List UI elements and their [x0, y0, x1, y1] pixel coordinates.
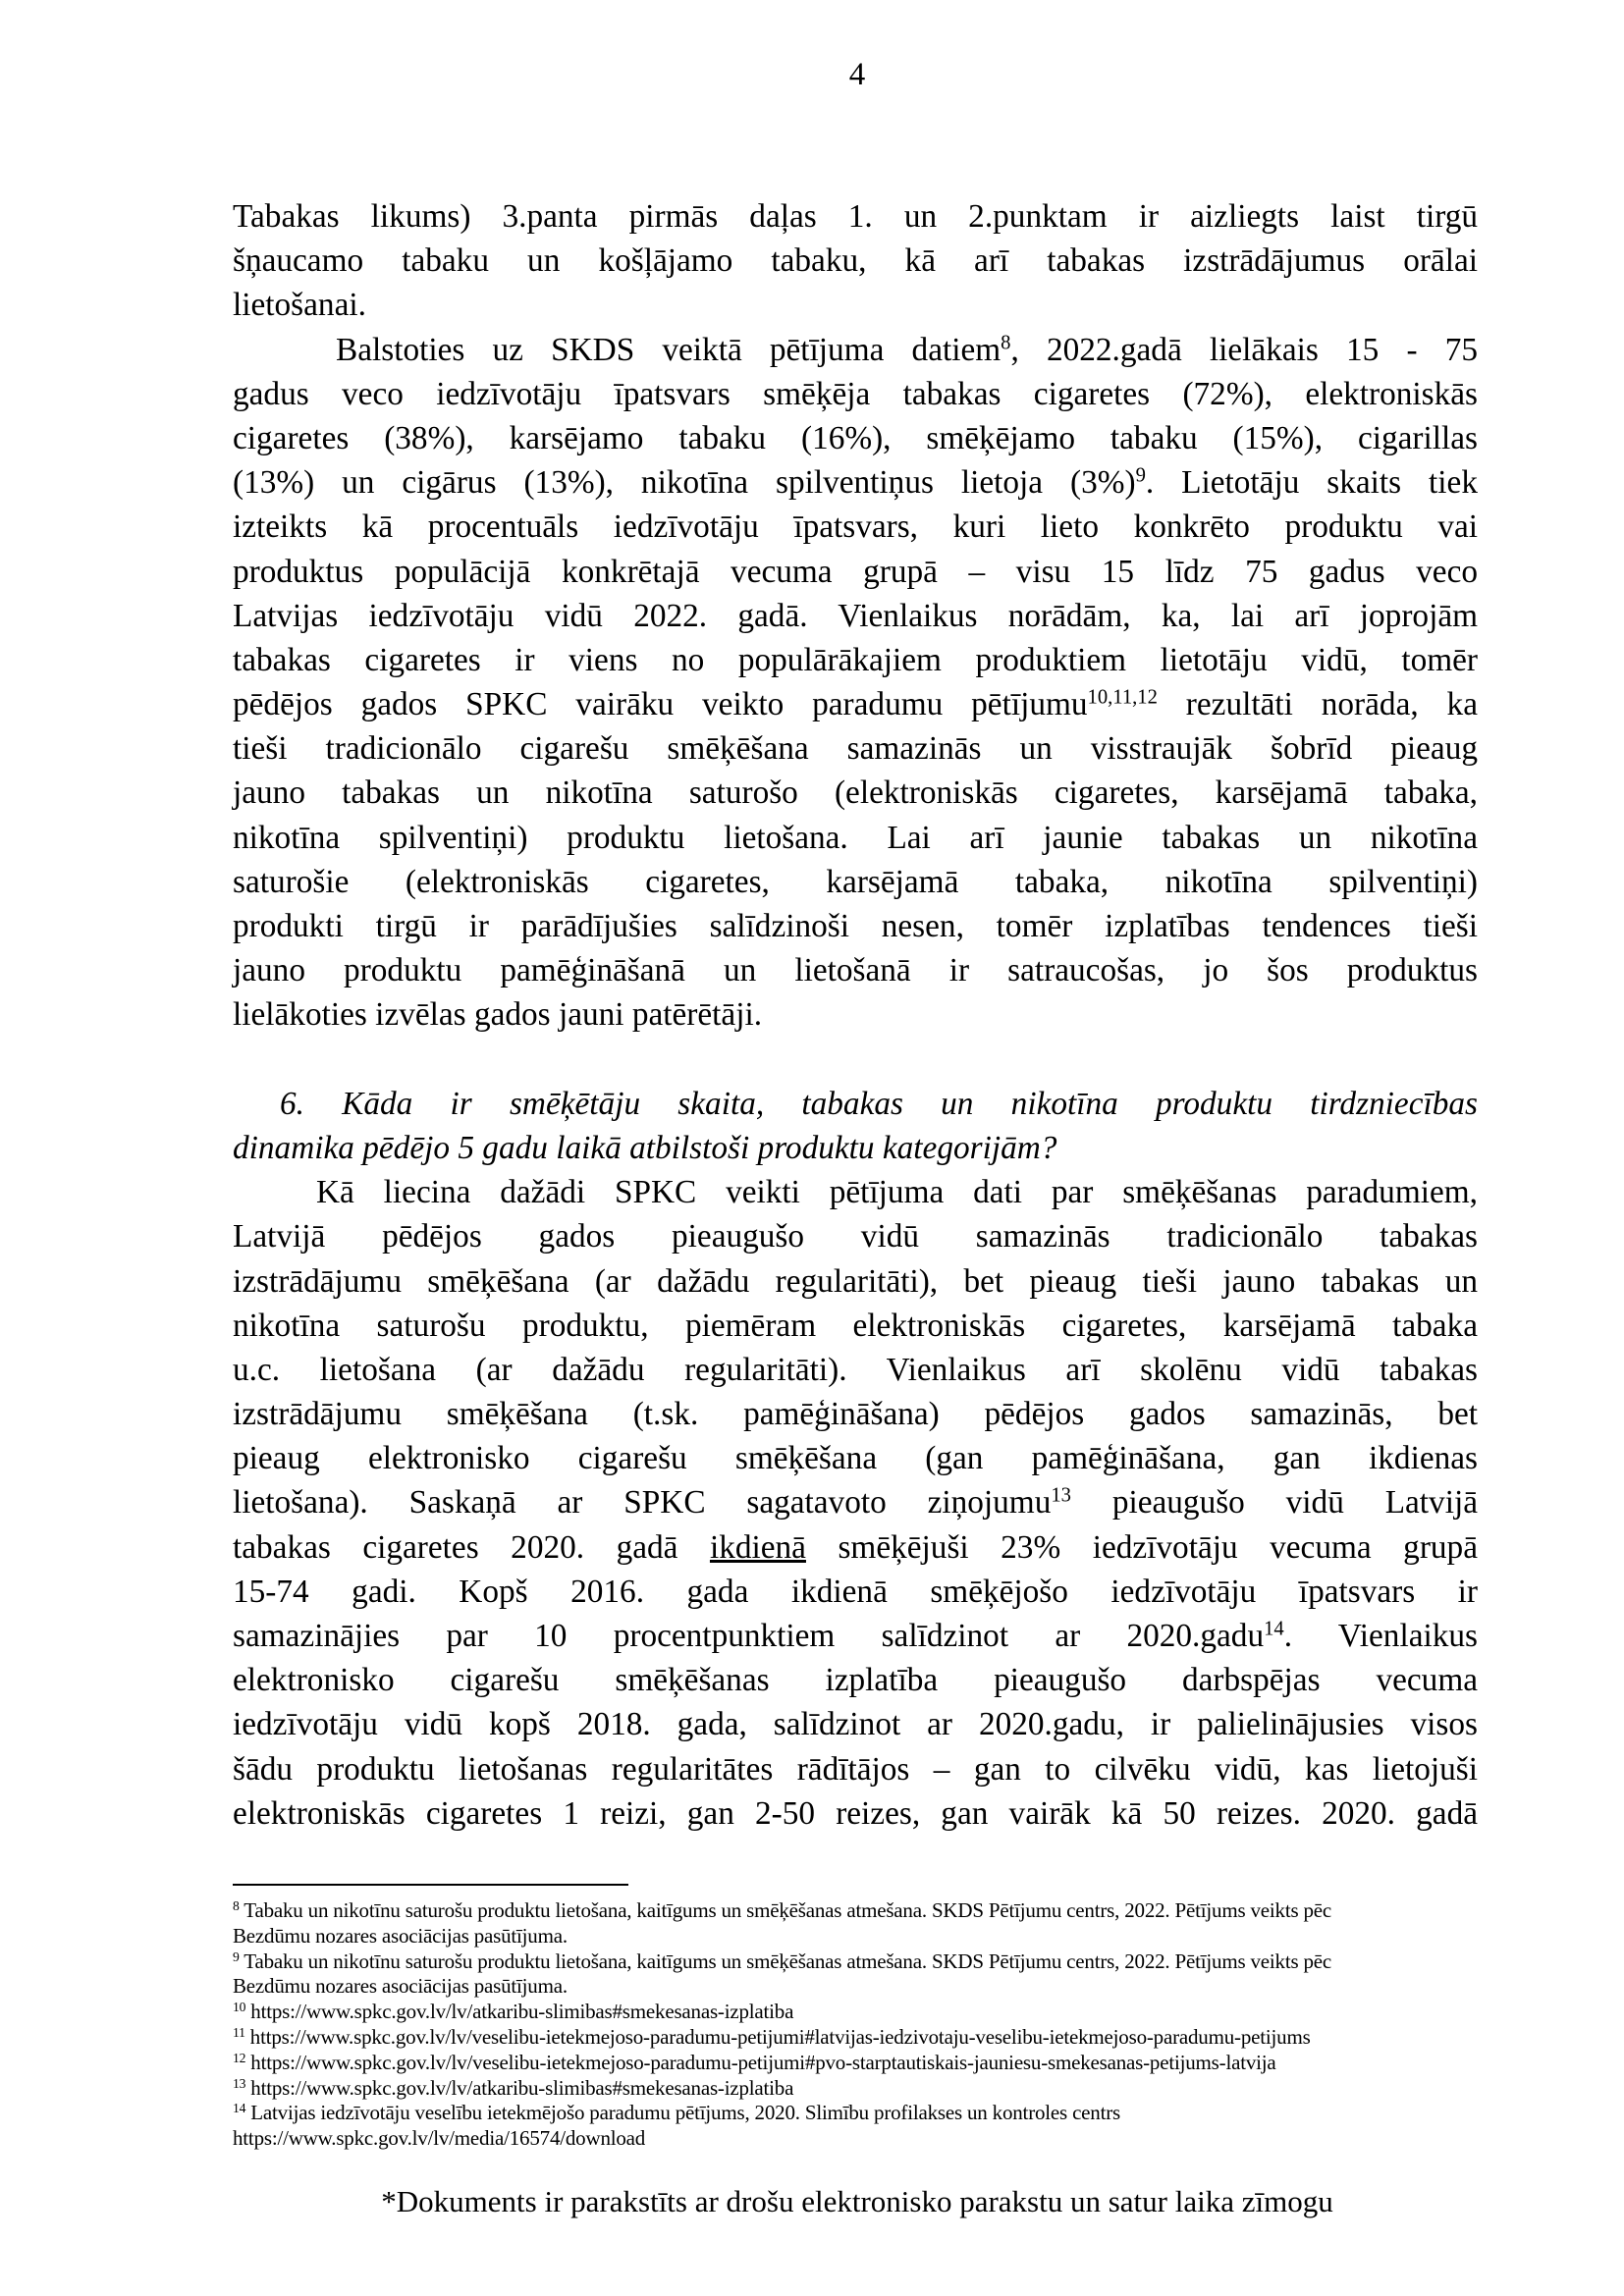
text-line — [233, 505, 1478, 549]
text-line — [233, 816, 1478, 860]
footnote-line — [233, 2101, 1478, 2126]
text-run: samazinājies par 10 procentpunktiem salīdzinot ar 2020.gadu — [233, 1618, 1265, 1654]
text-line — [233, 1038, 1478, 1082]
text-run: iedzīvotāju vidū kopš 2018. gada, salīdzinot ar 2020.gadu, ir palielinājusies visos — [233, 1706, 1478, 1743]
footnote-separator — [233, 1884, 628, 1886]
footnote-reference: 9 — [233, 1949, 240, 1964]
text-line — [233, 1392, 1478, 1436]
text-run: pieaug elektronisko cigarešu smēķēšana (gan pamēģināšana, gan ikdienas — [233, 1440, 1478, 1477]
text-line — [233, 726, 1478, 771]
text-run: Tabakas likums) 3.panta pirmās daļas 1. un 2.punktam ir aizliegts laist tirgū — [233, 198, 1478, 235]
footnote-line — [233, 2025, 1478, 2051]
text-line — [233, 1214, 1478, 1258]
signature-note: *Dokuments ir parakstīts ar drošu elektronisko parakstu un satur laika zīmogu — [381, 2184, 1333, 2218]
text-line — [233, 1525, 1478, 1570]
text-run: cigaretes (38%), karsējamo tabaku (16%), smēķējamo tabaku (15%), cigarillas — [233, 419, 1478, 456]
text-line — [233, 550, 1478, 594]
page-number: 4 — [848, 57, 866, 92]
text-line — [233, 372, 1478, 416]
text-run: lietošanai. — [233, 287, 366, 324]
text-run: 15-74 gadi. Kopš 2016. gada ikdienā smēķējošo iedzīvotāju īpatsvars ir — [233, 1573, 1478, 1610]
footnote-reference: 9 — [1135, 464, 1146, 487]
text-line — [233, 1259, 1478, 1304]
text-run: jauno produktu pamēģināšanā un lietošanā ir satraucošas, jo šos produktus — [233, 952, 1478, 989]
text-line — [233, 194, 1478, 239]
text-run: https://www.spkc.gov.lv/lv/atkaribu-slimibas#smekesanas-izplatiba — [245, 2000, 794, 2024]
text-line — [233, 860, 1478, 904]
text-line — [233, 239, 1478, 283]
text-line — [233, 1082, 1478, 1126]
text-line — [233, 1126, 1478, 1170]
text-run: u.c. lietošana (ar dažādu regularitāti). Vienlaikus arī skolēnu vidū tabakas — [233, 1351, 1478, 1388]
footnote-reference: 14 — [1264, 1618, 1284, 1640]
footnote-line — [233, 1949, 1478, 1975]
text-run: nikotīna spilventiņi) produktu lietošana. Lai arī jaunie tabakas un nikotīna — [233, 819, 1478, 856]
text-run: Latvijā pēdējos gados pieaugušo vidū samazinās tradicionālo tabakas — [233, 1218, 1478, 1255]
text-run: nikotīna saturošu produktu, piemēram elektroniskās cigaretes, karsējamā tabaka — [233, 1307, 1478, 1344]
text-run: smēķējuši 23% iedzīvotāju vecuma grupā — [805, 1528, 1478, 1566]
text-run: lielākoties izvēlas gados jauni patērētāji. — [233, 996, 763, 1034]
text-run: šņaucamo tabaku un košļājamo tabaku, kā arī tabakas izstrādājumus orālai — [233, 242, 1478, 280]
text-run: https://www.spkc.gov.lv/lv/veselibu-ietekmejoso-paradumu-petijumi#pvo-starptautiskais-jauniesu-smekesanas-petijums-latvija — [245, 2050, 1276, 2074]
footnote-line — [233, 1898, 1478, 1924]
text-run: https://www.spkc.gov.lv/lv/media/16574/download — [233, 2126, 646, 2151]
text-line — [233, 1304, 1478, 1348]
text-line — [233, 1170, 1478, 1214]
text-run: jauno tabakas un nikotīna saturošo (elektroniskās cigaretes, karsējamā tabaka, — [233, 774, 1478, 812]
footnote-reference: 14 — [233, 2101, 246, 2116]
text-line — [233, 460, 1478, 505]
text-line — [233, 771, 1478, 815]
text-run: 6. Kāda ir smēķētāju skaita, tabakas un nikotīna produktu tirdzniecības — [280, 1085, 1478, 1122]
footnotes — [233, 1898, 1478, 2152]
text-line — [233, 416, 1478, 460]
text-run: izteikts kā procentuāls iedzīvotāju īpatsvars, kuri lieto konkrēto produktu vai — [233, 508, 1478, 546]
footnote-reference: 12 — [233, 2050, 246, 2065]
text-run: elektronisko cigarešu smēķēšanas izplatība pieaugušo darbspējas vecuma — [233, 1662, 1478, 1699]
footnote-line — [233, 2126, 1478, 2152]
footnote-reference: 8 — [233, 1898, 240, 1914]
body-text — [233, 194, 1478, 1836]
text-line — [233, 328, 1478, 372]
footnote-reference: 10 — [233, 2000, 246, 2015]
text-run: . Vienlaikus — [1283, 1618, 1478, 1654]
footnote-line — [233, 2051, 1478, 2076]
text-line — [233, 992, 1478, 1037]
footnote-line — [233, 2000, 1478, 2025]
text-run: rezultāti norāda, ka — [1157, 686, 1478, 723]
footnote-reference: 8 — [1001, 332, 1011, 354]
footnote-line — [233, 2076, 1478, 2102]
text-run: elektroniskās cigaretes 1 reizi, gan 2-50 reizes, gan vairāk kā 50 reizes. 2020. gadā — [233, 1794, 1478, 1832]
text-line — [233, 682, 1478, 726]
text-run: dinamika pēdējo 5 gadu laikā atbilstoši produktu kategorijām? — [233, 1129, 1057, 1166]
text-line — [233, 1480, 1478, 1524]
text-run: https://www.spkc.gov.lv/lv/veselibu-ietekmejoso-paradumu-petijumi#latvijas-iedzivotaju-veselibu-ietekmejoso-paradumu-petijums — [244, 2024, 1311, 2049]
footnote-reference: 13 — [1051, 1485, 1071, 1508]
text-run: Balstoties uz SKDS veiktā pētījuma datiem — [336, 331, 1001, 368]
underlined-text: ikdienā — [709, 1528, 806, 1566]
text-line — [233, 1348, 1478, 1392]
text-run: , 2022.gadā lielākais 15 - 75 — [1010, 331, 1478, 368]
text-line — [233, 1791, 1478, 1836]
text-run: https://www.spkc.gov.lv/lv/atkaribu-slimibas#smekesanas-izplatiba — [245, 2075, 794, 2100]
text-line — [233, 1658, 1478, 1702]
text-run: produktus populācijā konkrētajā vecuma grupā – visu 15 līdz 75 gadus veco — [233, 553, 1478, 590]
footnote-line — [233, 1974, 1478, 2000]
text-run: (13%) un cigārus (13%), nikotīna spilventiņus lietoja (3%) — [233, 464, 1136, 502]
text-line — [233, 1702, 1478, 1746]
footnote-reference: 13 — [233, 2075, 246, 2091]
text-run: Bezdūmu nozares asociācijas pasūtījuma. — [233, 1974, 568, 1999]
text-run: saturošie (elektroniskās cigaretes, karsējamā tabaka, nikotīna spilventiņi) — [233, 863, 1478, 900]
text-run: gadus veco iedzīvotāju īpatsvars smēķēja tabakas cigaretes (72%), elektroniskās — [233, 375, 1478, 412]
footnote-reference: 10,11,12 — [1087, 686, 1158, 709]
text-line — [233, 594, 1478, 638]
text-line — [233, 948, 1478, 992]
footnote-line — [233, 1924, 1478, 1949]
text-run: Tabaku un nikotīnu saturošu produktu lietošana, kaitīgums un smēķēšanas atmešana. SKDS Pētījumu centrs, 2022. Pētījums veikts pēc — [239, 1898, 1332, 1922]
text-run: izstrādājumu smēķēšana (t.sk. pamēģināšana) pēdējos gados samazinās, bet — [233, 1396, 1478, 1433]
text-run: tabakas cigaretes 2020. gadā — [233, 1528, 710, 1566]
text-run: tieši tradicionālo cigarešu smēķēšana samazinās un visstraujāk šobrīd pieaug — [233, 730, 1478, 768]
text-run: izstrādājumu smēķēšana (ar dažādu regularitāti), bet pieaug tieši jauno tabakas un — [233, 1262, 1478, 1300]
text-run: Latvijas iedzīvotāju vidū 2022. gadā. Vienlaikus norādām, ka, lai arī joprojām — [233, 597, 1478, 634]
text-run: Tabaku un nikotīnu saturošu produktu lietošana, kaitīgums un smēķēšanas atmešana. SKDS Pētījumu centrs, 2022. Pētījums veikts pēc — [239, 1949, 1332, 1973]
text-run: pieaugušo vidū Latvijā — [1070, 1484, 1478, 1522]
text-run: produkti tirgū ir parādījušies salīdzinoši nesen, tomēr izplatības tendences tieši — [233, 908, 1478, 944]
text-line — [233, 1747, 1478, 1791]
text-run: Bezdūmu nozares asociācijas pasūtījuma. — [233, 1923, 568, 1948]
text-run: šādu produktu lietošanas regularitātes rādītājos – gan to cilvēku vidū, kas lietojuši — [233, 1750, 1478, 1788]
text-run: Latvijas iedzīvotāju veselību ietekmējošo paradumu pētījums, 2020. Slimību profilakses un kontroles centrs — [245, 2101, 1121, 2125]
text-line — [233, 638, 1478, 682]
text-run: pēdējos gados SPKC vairāku veikto paradumu pētījumu — [233, 686, 1088, 723]
text-line — [233, 904, 1478, 948]
footnote-reference: 11 — [233, 2025, 245, 2041]
text-line — [233, 1614, 1478, 1658]
text-line — [233, 283, 1478, 327]
text-run: lietošana). Saskaņā ar SPKC sagatavoto ziņojumu — [233, 1484, 1052, 1522]
text-run: tabakas cigaretes ir viens no populārākajiem produktiem lietotāju vidū, tomēr — [233, 641, 1478, 678]
text-line — [233, 1570, 1478, 1614]
text-run: Kā liecina dažādi SPKC veikti pētījuma dati par smēķēšanas paradumiem, — [316, 1174, 1478, 1211]
text-run: . Lietotāju skaits tiek — [1145, 464, 1478, 502]
text-line — [233, 1436, 1478, 1480]
